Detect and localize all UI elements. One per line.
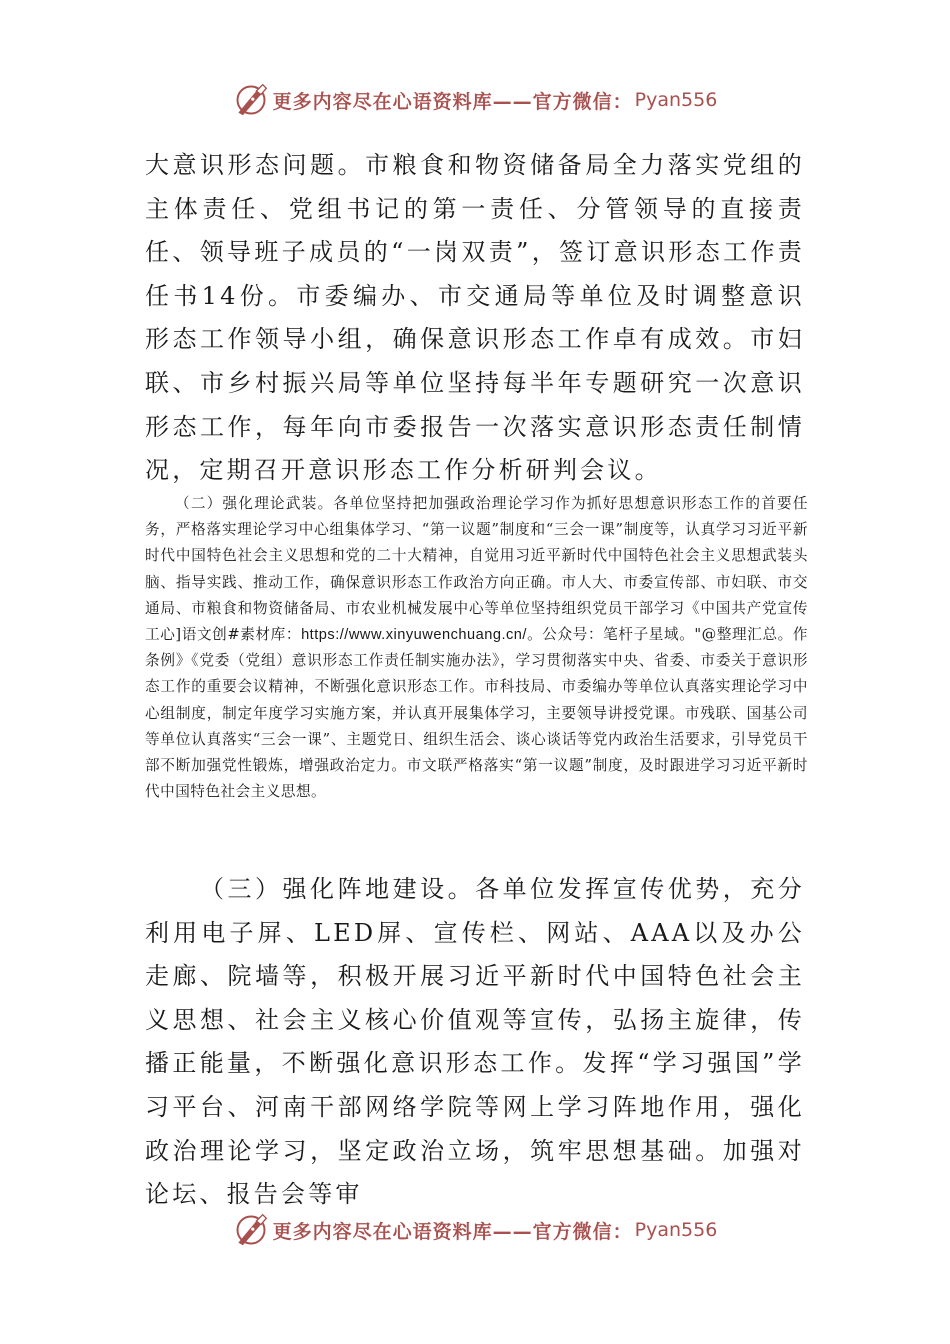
paragraph-3: （三）强化阵地建设。各单位发挥宣传优势，充分利用电子屏、LED屏、宣传栏、网站、AAA以及办公走廊、院墙等，积极开展习近平新时代中国特色社会主义思想、社会主义核心价值观等宣传，弘扬主旋律，传播正能量，不断强化意识形态工作。发挥“学习强国”学习平台、河南干部网络学院等网上学习阵地作用，强化政治理论学习，坚定政治立场，筑牢思想基础。加强对论坛、报告会等审 bbox=[145, 875, 805, 1209]
paragraph-2-part-2: 。公众号：笔杆子星域。"@整理汇总。作条例》《党委（党组）意识形态工作责任制实施办法》，学习贯彻落实中央、省委、市委关于意识形态工作的重要会议精神，不断强化意识形态工作。市科技局、市委编办等单位认真落实理论学习中心组制度，制定年度学习实施方案，并认真开展集体学习，主要领导讲授党课。市残联、国基公司等单位认真落实“三会一课”、主题党日、组织生活会、谈心谈话等党内政治生活要求，引导党员干部不断加强党性锻炼，增强政治定力。市文联严格落实“第一议题”制度，及时跟进学习习近平新时代中国特色社会主义思想。 bbox=[145, 626, 808, 801]
pen-nib-logo-icon bbox=[233, 82, 269, 118]
wechat-id: Pyan556 bbox=[634, 89, 718, 111]
banner-text: 更多内容尽在心语资料库——官方微信： bbox=[272, 1220, 633, 1243]
pen-nib-logo-icon bbox=[233, 1212, 269, 1248]
footer-banner bbox=[0, 1210, 950, 1250]
paragraph-1: 大意识形态问题。市粮食和物资储备局全力落实党组的主体责任、党组书记的第一责任、分管领导的直接责任、领导班子成员的“一岗双责”，签订意识形态工作责任书14份。市委编办、市交通局等单位及时调整意识形态工作领导小组，确保意识形态工作卓有成效。市妇联、市乡村振兴局等单位坚持每半年专题研究一次意识形态工作，每年向市委报告一次落实意识形态责任制情况，定期召开意识形态工作分析研判会议。 bbox=[145, 151, 805, 485]
banner-text: 更多内容尽在心语资料库——官方微信： bbox=[272, 90, 633, 113]
paragraph-2 bbox=[145, 491, 808, 805]
paragraph-2-part-1: （二）强化理论武装。各单位坚持把加强政治理论学习作为抓好思想意识形态工作的首要任务，严格落实理论学习中心组集体学习、“第一议题”制度和“三会一课”制度等，认真学习习近平新时代中国特色社会主义思想和党的二十大精神，自觉用习近平新时代中国特色社会主义思想武装头脑、指导实践、推动工作，确保意识形态工作政治方向正确。市人大、市委宣传部、市妇联、市交通局、市粮食和物资储备局、市农业机械发展中心等单位坚持组织党员干部学习《中国共产党宣传工心]语文创#素材库： bbox=[145, 495, 808, 644]
wechat-id: Pyan556 bbox=[634, 1219, 718, 1241]
header-banner bbox=[0, 80, 950, 120]
paragraph-2-url: https://www.xinyuwenchuang.cn/ bbox=[301, 627, 527, 644]
